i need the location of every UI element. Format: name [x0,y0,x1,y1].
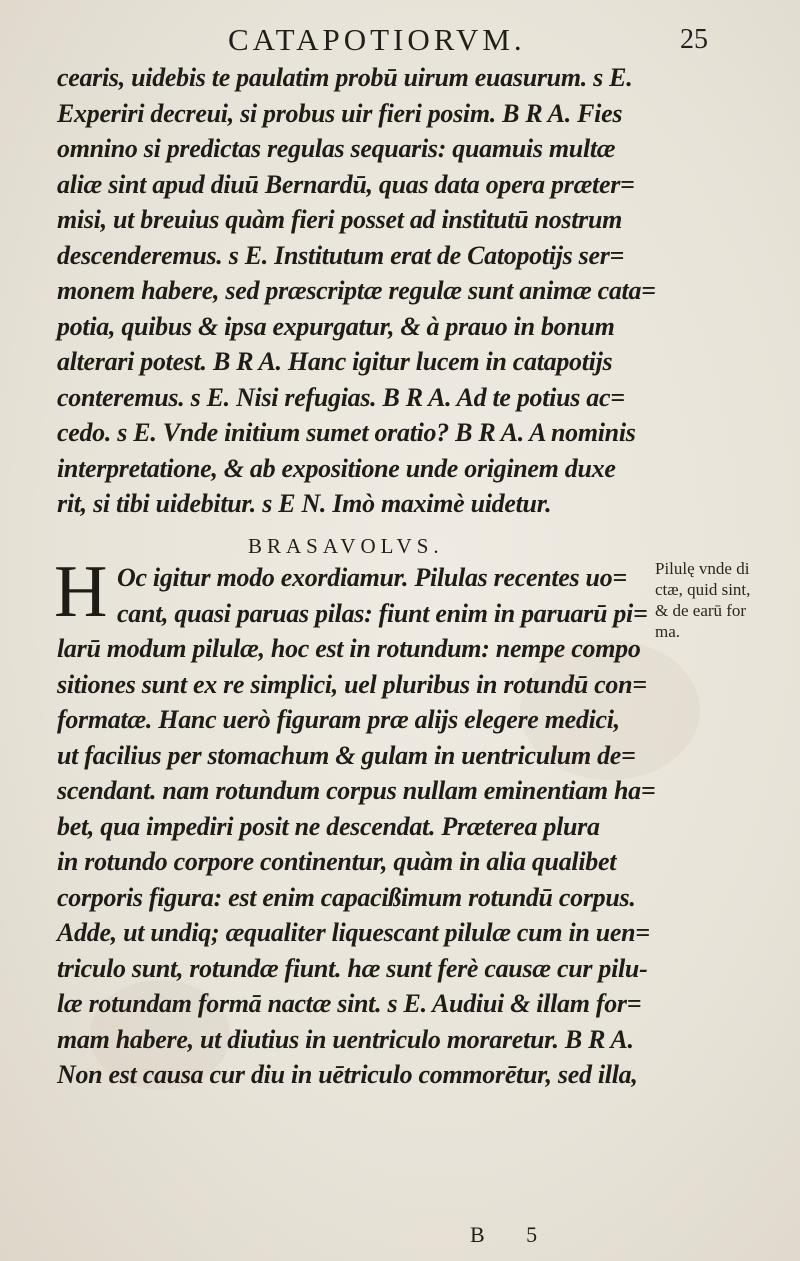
text-line: in rotundo corpore continentur, quàm in alia qualibet [57,847,617,876]
text-line: monem habere, sed præscriptæ regulæ sunt animæ cata= [57,276,656,305]
marginal-note-line: ctæ, quid sint, [655,580,751,599]
page-number: 25 [680,24,708,55]
text-line: Experiri decreui, si probus uir fieri posim. B R A. Fies [57,98,623,128]
text-line: sitiones sunt ex re simplici, uel pluribus in rotundū con= [57,669,647,699]
text-line: cearis, uidebis te paulatim probū uirum euasurum. s E. [57,63,633,92]
text-line: larū modum pilulæ, hoc est in rotundum: nempe compo [57,634,641,663]
text-line: rit, si tibi uidebitur. s E N. Imò maximè uidetur. [57,489,552,518]
text-line: corporis figura: est enim capacißimum rotundū corpus. [57,882,636,912]
text-line: cant, quasi paruas pilas: fiunt enim in paruarū pi= [117,598,648,628]
marginal-note [655,558,800,642]
text-line: misi, ut breuius quàm fieri posset ad institutū nostrum [57,205,623,234]
running-head: CATAPOTIORVM. [228,22,526,57]
text-line: scendant. nam rotundum corpus nullam eminentiam ha= [57,776,656,805]
section-heading: BRASAVOLVS. [248,534,444,558]
text-line: interpretatione, & ab expositione unde originem duxe [57,453,616,483]
text-line: ut facilius per stomachum & gulam in uentriculum de= [57,740,636,770]
drop-cap: H [54,551,108,633]
text-line: mam habere, ut diutius in uentriculo moraretur. B R A. [57,1024,634,1054]
text-line: descenderemus. s E. Institutum erat de Catopotijs ser= [57,240,625,270]
signature-mark: B 5 [470,1222,556,1247]
marginal-note-line: ma. [655,622,681,641]
marginal-note-line: & de earū for [655,601,747,620]
text-block-body [57,631,669,1093]
marginal-note-line: Pilulę vnde di [655,559,750,578]
text-line: bet, qua impediri posit ne descendat. Præterea plura [57,811,600,841]
text-block-indented [117,560,648,631]
text-line: omnino si predictas regulas sequaris: quamuis multæ [57,134,616,163]
text-block-top [57,60,669,522]
text-line: alterari potest. B R A. Hanc igitur lucem in catapotijs [57,347,613,376]
text-line: cedo. s E. Vnde initium sumet oratio? B R A. A nominis [57,418,636,447]
text-line: potia, quibus & ipsa expurgatur, & à prauo in bonum [57,311,615,341]
text-line: conteremus. s E. Nisi refugias. B R A. Ad te potius ac= [57,382,625,412]
text-line: Non est causa cur diu in uētriculo commorētur, sed illa, [57,1060,638,1089]
text-line: formatæ. Hanc uerò figuram præ alijs elegere medici, [57,705,620,734]
text-line: aliæ sint apud diuū Bernardū, quas data opera præter= [57,169,635,199]
text-line: Adde, ut undiq; æqualiter liquescant pilulæ cum in uen= [57,918,650,947]
text-line: Oc igitur modo exordiamur. Pilulas recentes uo= [117,563,627,592]
text-line: læ rotundam formā nactæ sint. s E. Audiui & illam for= [57,989,642,1018]
text-line: triculo sunt, rotundæ fiunt. hæ sunt ferè causæ cur pilu- [57,953,648,983]
